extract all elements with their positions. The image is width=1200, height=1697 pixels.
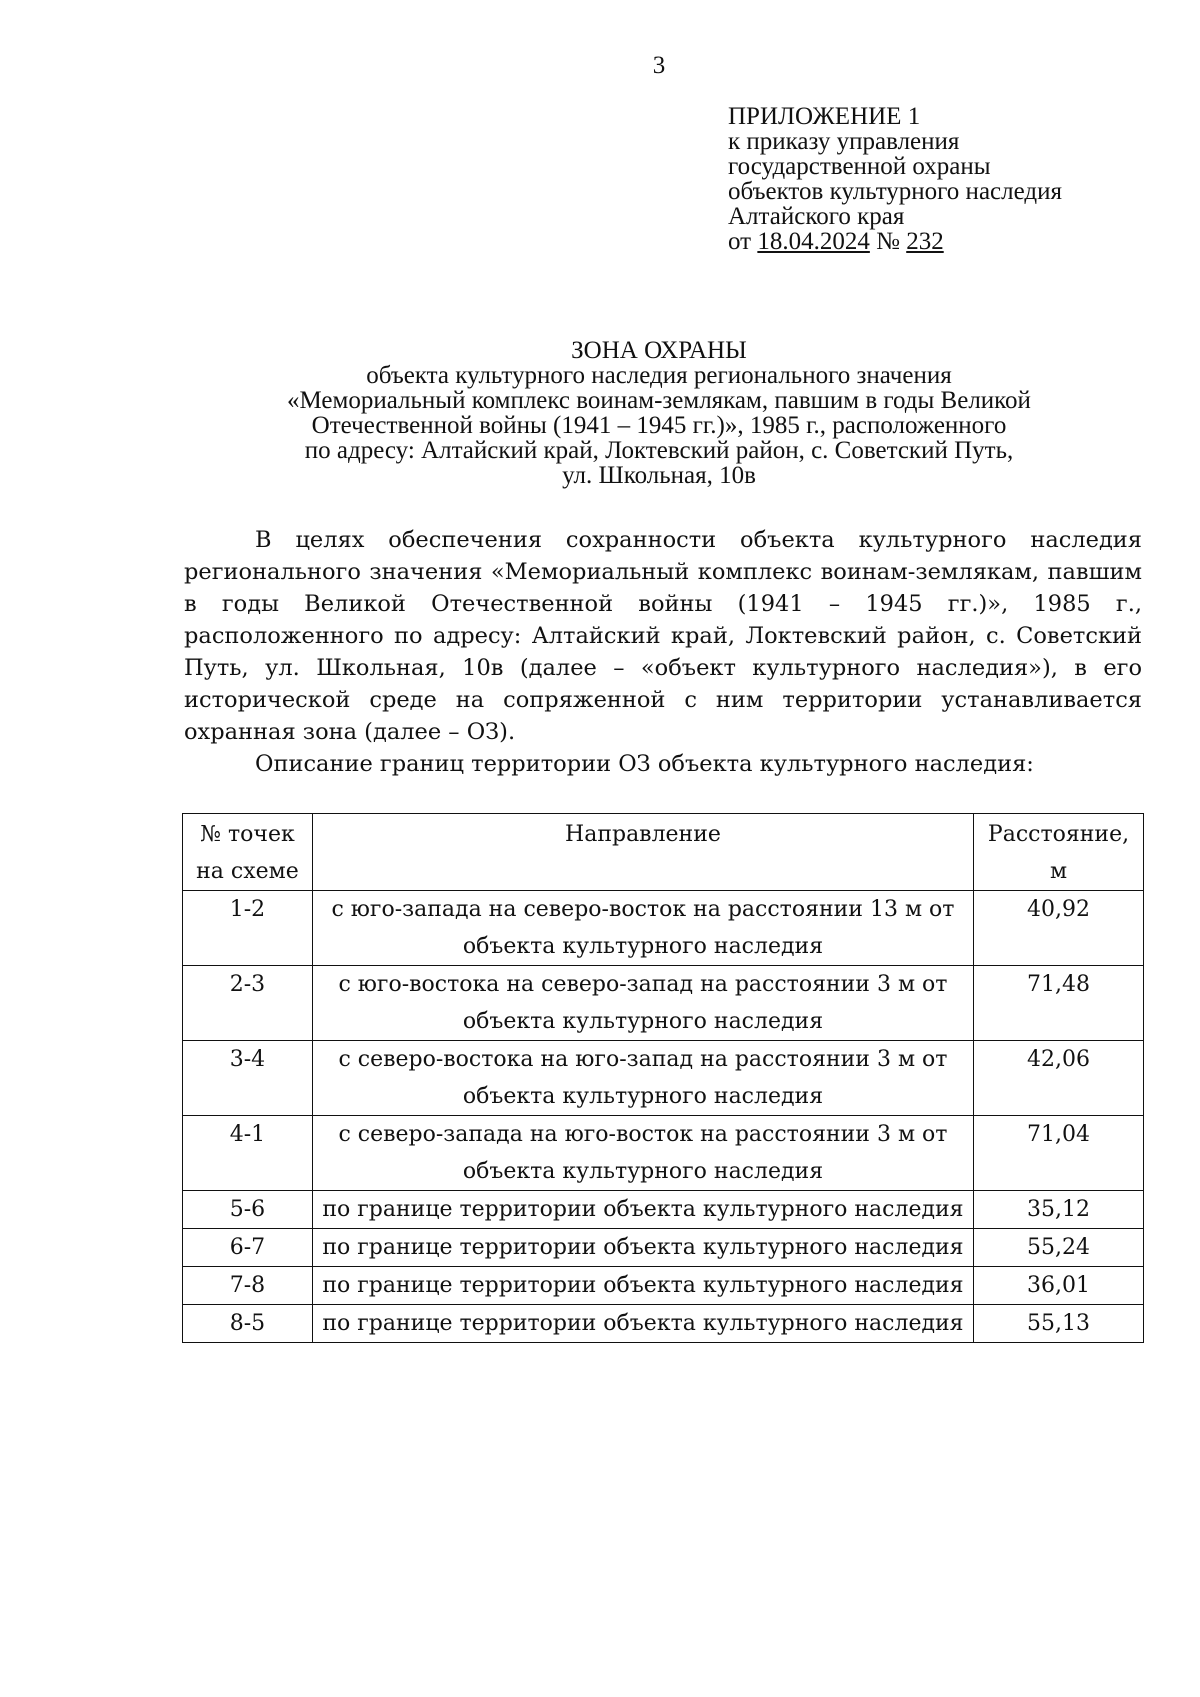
table-row (183, 1305, 1144, 1343)
table-row (183, 1041, 1144, 1116)
cell-points: 7-8 (183, 1267, 313, 1305)
cell-points: 4-1 (183, 1116, 313, 1191)
appendix-line: объектов культурного наследия (728, 178, 1062, 205)
body-text (184, 524, 1142, 780)
heading-line: «Мемориальный комплекс воинам-землякам, павшим в годы Великой (287, 387, 1031, 414)
heading-line: объекта культурного наследия регионального значения (366, 362, 952, 389)
table-row (183, 891, 1144, 966)
appendix-block (728, 104, 1062, 254)
table-row (183, 966, 1144, 1041)
cell-distance: 55,24 (974, 1229, 1144, 1267)
cell-direction: по границе территории объекта культурного наследия (312, 1229, 973, 1267)
date-prefix: от (728, 228, 758, 255)
appendix-date-line (728, 229, 1062, 254)
cell-points: 1-2 (183, 891, 313, 966)
table-row (183, 1191, 1144, 1229)
cell-points: 5-6 (183, 1191, 313, 1229)
cell-direction: по границе территории объекта культурного наследия (312, 1267, 973, 1305)
cell-points: 8-5 (183, 1305, 313, 1343)
appendix-line: Алтайского края (728, 203, 905, 230)
cell-distance: 36,01 (974, 1267, 1144, 1305)
table-header-row (183, 814, 1144, 891)
table-row (183, 1267, 1144, 1305)
heading-line: по адресу: Алтайский край, Локтевский район, с. Советский Путь, (304, 437, 1014, 464)
cell-distance: 42,06 (974, 1041, 1144, 1116)
cell-distance: 35,12 (974, 1191, 1144, 1229)
header-distance: Расстояние, м (974, 814, 1144, 891)
heading-line: ул. Школьная, 10в (562, 462, 756, 489)
cell-distance: 40,92 (974, 891, 1144, 966)
cell-direction: по границе территории объекта культурного наследия (312, 1305, 973, 1343)
header-direction: Направление (312, 814, 973, 891)
order-date: 18.04.2024 (757, 228, 870, 255)
cell-direction: с юго-запада на северо-восток на расстоянии 13 м от объекта культурного наследия (312, 891, 973, 966)
heading-line: Отечественной войны (1941 – 1945 гг.)», 1985 г., расположенного (311, 412, 1007, 439)
table-row (183, 1116, 1144, 1191)
table-row (183, 1229, 1144, 1267)
cell-direction: с северо-востока на юго-запад на расстоянии 3 м от объекта культурного наследия (312, 1041, 973, 1116)
boundary-table (182, 813, 1144, 1343)
number-prefix: № (869, 228, 907, 255)
page-number: 3 (652, 52, 666, 79)
cell-distance: 71,48 (974, 966, 1144, 1041)
cell-points: 2-3 (183, 966, 313, 1041)
cell-distance: 55,13 (974, 1305, 1144, 1343)
zone-heading (0, 338, 1200, 488)
appendix-line: государственной охраны (728, 153, 991, 180)
cell-points: 6-7 (183, 1229, 313, 1267)
order-number: 232 (906, 228, 944, 255)
appendix-title: ПРИЛОЖЕНИЕ 1 (728, 103, 921, 130)
intro-paragraph: В целях обеспечения сохранности объекта культурного наследия регионального значения «Мемориальный комплекс воинам-землякам, павшим в годы Великой Отечественной войны (1941 – 1945 гг.)», 1985 г., расположенного по адресу: Алтайский край, Локтевский район, с. Советский Путь, ул. Школьная, 10в (далее – «объект культурного наследия»), в его исторической среде на сопряженной с ним территории устанавливается охранная зона (далее – ОЗ). (184, 527, 1142, 745)
table-caption: Описание границ территории ОЗ объекта культурного наследия: (255, 751, 1034, 777)
cell-points: 3-4 (183, 1041, 313, 1116)
cell-distance: 71,04 (974, 1116, 1144, 1191)
zone-title: ЗОНА ОХРАНЫ (571, 337, 747, 364)
cell-direction: по границе территории объекта культурного наследия (312, 1191, 973, 1229)
cell-direction: с северо-запада на юго-восток на расстоянии 3 м от объекта культурного наследия (312, 1116, 973, 1191)
cell-direction: с юго-востока на северо-запад на расстоянии 3 м от объекта культурного наследия (312, 966, 973, 1041)
appendix-line: к приказу управления (728, 128, 960, 155)
header-points: № точек на схеме (183, 814, 313, 891)
